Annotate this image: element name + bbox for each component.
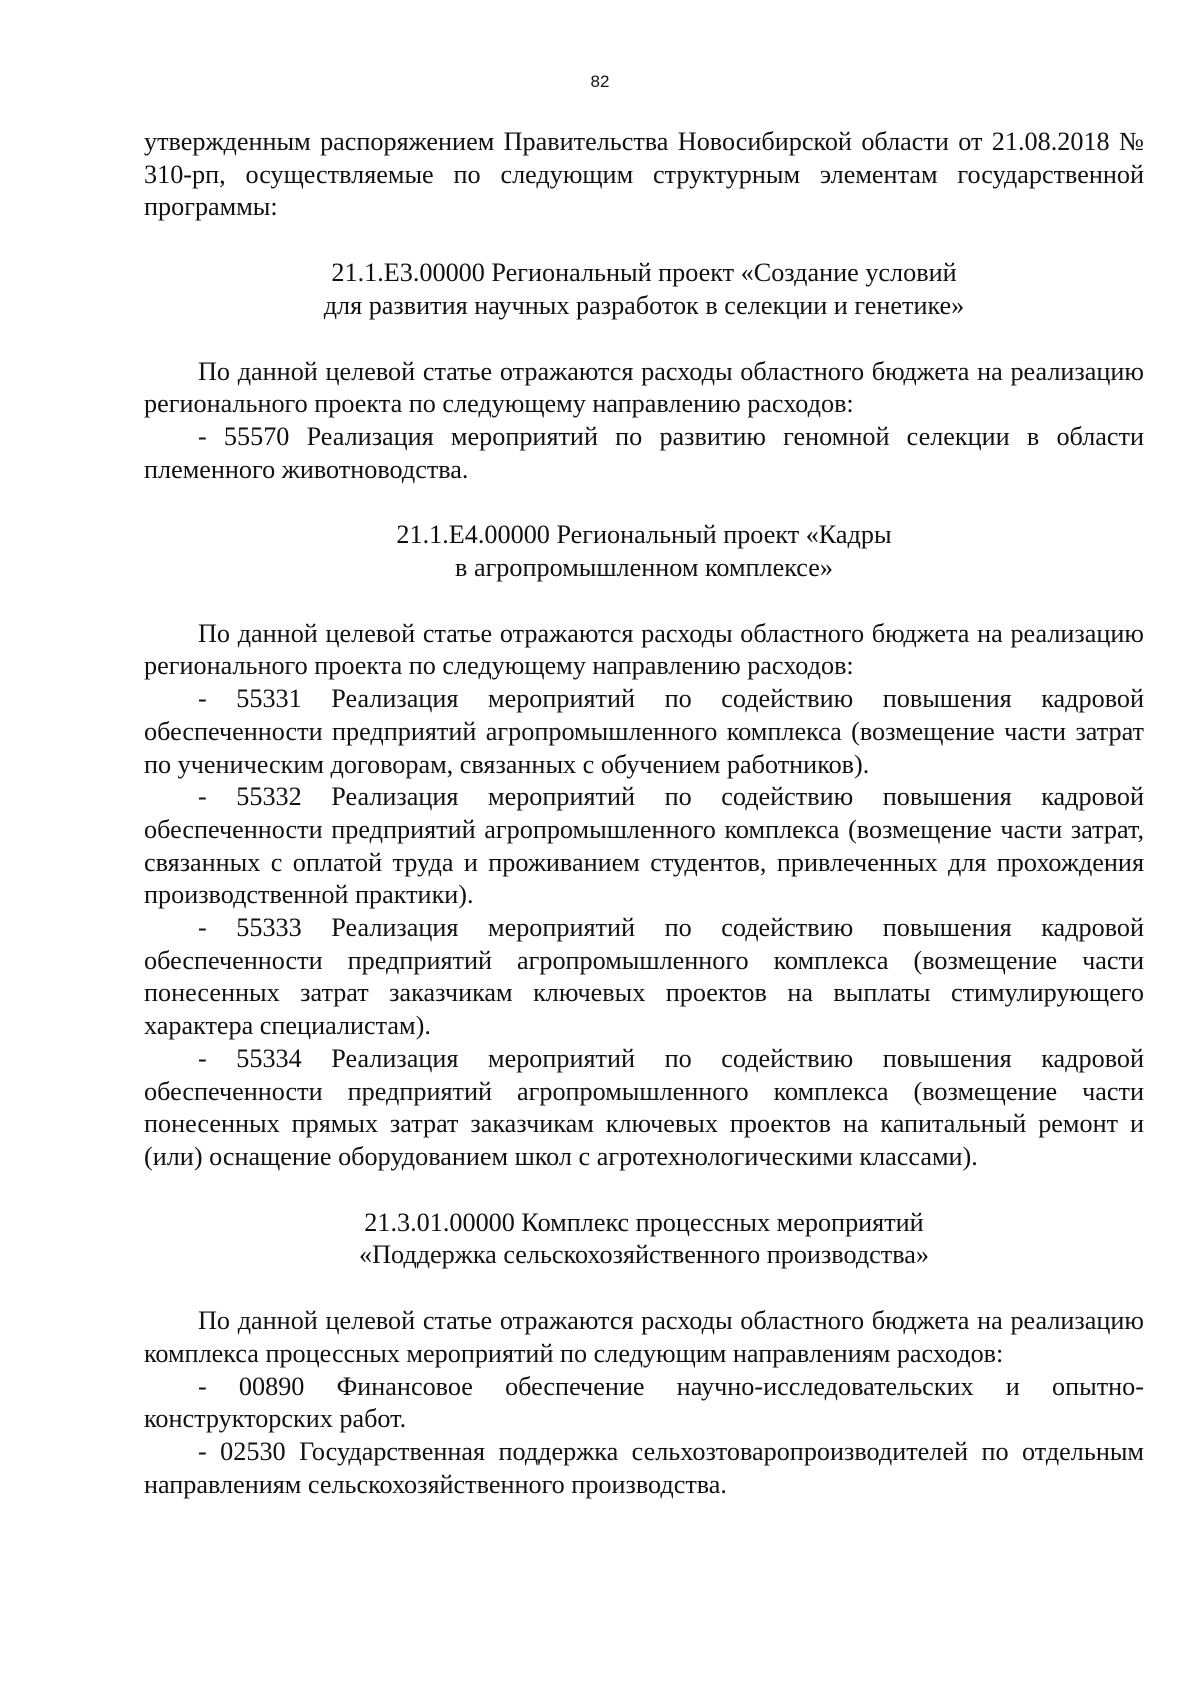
expense-item: - 02530 Государственная поддержка сельхозтоваропроизводителей по отдельным направлениям сельскохозяйственного производства.: [144, 1436, 1144, 1499]
expense-item: - 55332 Реализация мероприятий по содействию повышения кадровой обеспеченности предприятий агропромышленного комплекса (возмещение части затрат, связанных с оплатой труда и проживанием студентов, привлеченных для прохождения производственной практики).: [144, 782, 1144, 910]
expense-item: - 00890 Финансовое обеспечение научно-исследовательских и опытно-конструкторских работ.: [144, 1371, 1144, 1434]
section-lead-paragraph: По данной целевой статье отражаются расходы областного бюджета на реализацию регионального проекта по следующему направлению расходов:: [144, 356, 1144, 419]
section-heading-line: «Поддержка сельскохозяйственного производства»: [359, 1240, 929, 1270]
section-heading-line: 21.1.Е3.00000 Региональный проект «Создание условий: [331, 258, 957, 288]
section-heading-line: для развития научных разработок в селекции и генетике»: [323, 290, 965, 320]
section-heading-line: в агропромышленном комплексе»: [455, 553, 833, 583]
expense-item: - 55334 Реализация мероприятий по содействию повышения кадровой обеспеченности предприятий агропромышленного комплекса (возмещение части понесенных прямых затрат заказчикам ключевых проектов на капитальный ремонт и (или) оснащение оборудованием школ с агротехнологическими классами).: [144, 1043, 1144, 1171]
page-number: 82: [590, 72, 610, 91]
intro-paragraph: утвержденным распоряжением Правительства Новосибирской области от 21.08.2018 № 310-рп, осуществляемые по следующим структурным элементам государственной программы:: [144, 127, 1144, 222]
document-body: [144, 126, 1144, 1501]
expense-item: - 55570 Реализация мероприятий по развитию геномной селекции в области племенного животноводства.: [144, 421, 1144, 484]
section-lead-paragraph: По данной целевой статье отражаются расходы областного бюджета на реализацию регионального проекта по следующему направлению расходов:: [144, 618, 1144, 681]
expense-item: - 55333 Реализация мероприятий по содействию повышения кадровой обеспеченности предприятий агропромышленного комплекса (возмещение части понесенных затрат заказчикам ключевых проектов на выплаты стимулирующего характера специалистам).: [144, 913, 1144, 1041]
expense-item: - 55331 Реализация мероприятий по содействию повышения кадровой обеспеченности предприятий агропромышленного комплекса (возмещение части затрат по ученическим договорам, связанных с обучением работников).: [144, 684, 1144, 779]
section-lead-paragraph: По данной целевой статье отражаются расходы областного бюджета на реализацию комплекса процессных мероприятий по следующим направлениям расходов:: [144, 1306, 1144, 1368]
section-heading-line: 21.1.Е4.00000 Региональный проект «Кадры: [396, 520, 892, 550]
section-heading: [144, 257, 1144, 322]
section-heading-line: 21.3.01.00000 Комплекс процессных мероприятий: [364, 1207, 924, 1237]
section-heading: [144, 1207, 1144, 1272]
section-heading: [144, 519, 1144, 584]
